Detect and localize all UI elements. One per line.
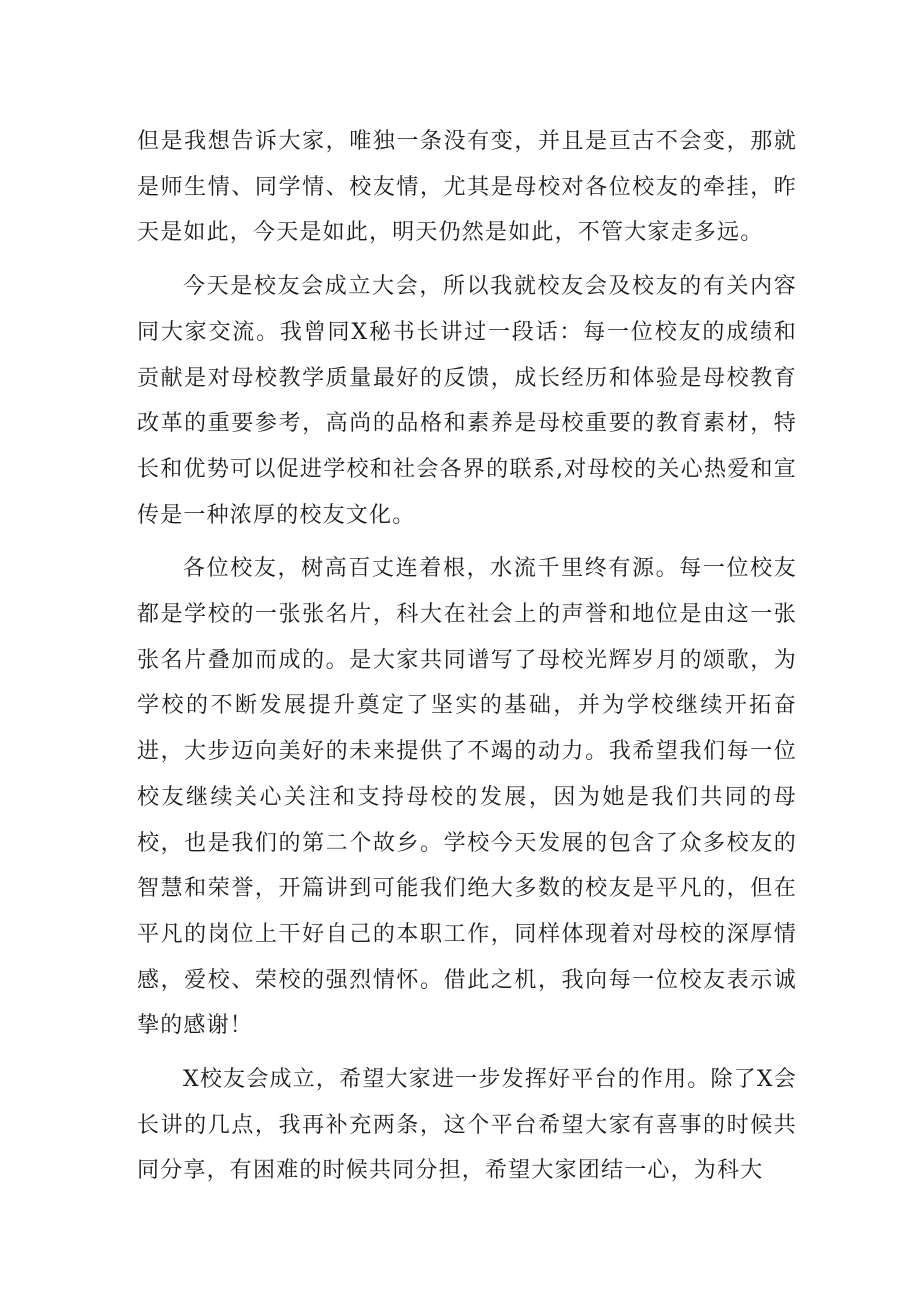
paragraph-4: X校友会成立，希望大家进一步发挥好平台的作用。除了X会长讲的几点，我再补充两条，这个平台希望大家有喜事的时候共同分享，有困难的时候共同分担，希望大家团结一心，为科大	[137, 1067, 797, 1184]
paragraph-1: 但是我想告诉大家，唯独一条没有变，并且是亘古不会变，那就是师生情、同学情、校友情，尤其是母校对各位校友的牵挂，昨天是如此，今天是如此，明天仍然是如此，不管大家走多远。	[137, 129, 797, 246]
document-body	[137, 119, 797, 1202]
paragraph-2: 今天是校友会成立大会，所以我就校友会及校友的有关内容同大家交流。我曾同X秘书长讲过一段话：每一位校友的成绩和贡献是对母校教学质量最好的反馈，成长经历和体验是母校教育改革的重要参考，高尚的品格和素养是母校重要的教育素材，特长和优势可以促进学校和社会各界的联系,对母校的关心热爱和宣传是一种浓厚的校友文化。	[137, 274, 797, 528]
paragraph-3: 各位校友，树高百丈连着根，水流千里终有源。每一位校友都是学校的一张张名片，科大在社会上的声誉和地位是由这一张张名片叠加而成的。是大家共同谱写了母校光辉岁月的颂歌，为学校的不断发展提升奠定了坚实的基础，并为学校继续开拓奋进，大步迈向美好的未来提供了不竭的动力。我希望我们每一位校友继续关心关注和支持母校的发展，因为她是我们共同的母校，也是我们的第二个故乡。学校今天发展的包含了众多校友的智慧和荣誉，开篇讲到可能我们绝大多数的校友是平凡的，但在平凡的岗位上干好自己的本职工作，同样体现着对母校的深厚情感，爱校、荣校的强烈情怀。借此之机，我向每一位校友表示诚挚的感谢！	[137, 556, 797, 1039]
